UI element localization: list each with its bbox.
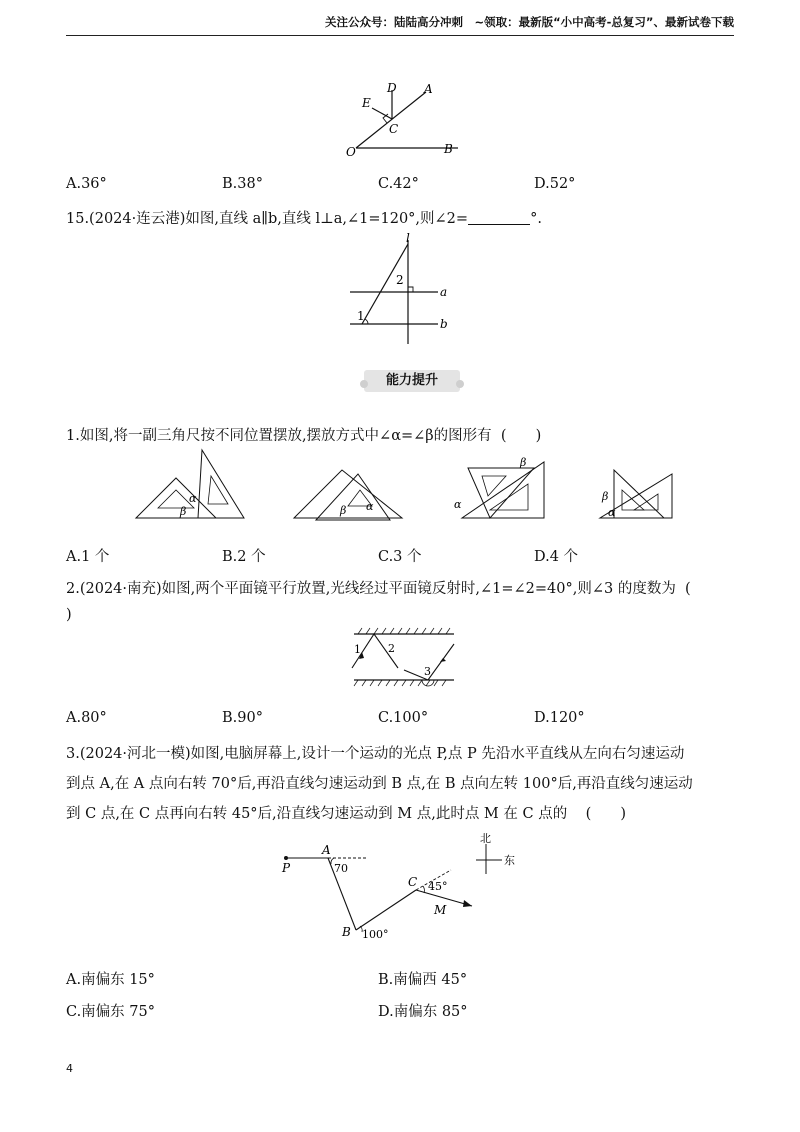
p1-figure-2 — [290, 462, 406, 524]
p1-fig3-alpha: α — [454, 498, 462, 511]
p2-question-text: 2.(2024·南充)如图,两个平面镜平行放置,光线经过平面镜反射时,∠1=∠2=40°,则∠3 的度数为 — [66, 581, 676, 597]
q15-label-1: 1 — [357, 309, 365, 323]
p1-fig1-beta: β — [180, 505, 187, 518]
p1-option-d: D.4 个 — [534, 549, 579, 565]
q15-label-a: a — [440, 285, 448, 299]
p1-question — [66, 424, 541, 445]
p2-label-1: 1 — [354, 643, 361, 656]
p2-figure — [344, 626, 464, 690]
p2-question — [66, 577, 691, 598]
p3-label-A: A — [322, 843, 331, 857]
p2-bracket-close: ) — [66, 607, 72, 623]
section-title: 能力提升 — [364, 370, 460, 392]
q15-label-b: b — [440, 317, 448, 331]
q15-figure — [340, 232, 460, 347]
q15-answer-blank — [468, 210, 530, 225]
p1-fig4-alpha: α — [608, 506, 616, 519]
q14-label-O: O — [346, 145, 356, 159]
q14-option-d: D.52° — [534, 176, 576, 192]
q15-text-after: °. — [530, 211, 542, 227]
q14-label-A: A — [424, 82, 433, 96]
q15-label-2: 2 — [396, 273, 404, 287]
q15-text-before: 15.(2024·连云港)如图,直线 a∥b,直线 l⊥a,∠1=120°,则∠2= — [66, 211, 469, 227]
q14-option-c: C.42° — [378, 176, 419, 192]
q14-label-B: B — [444, 142, 453, 156]
p1-option-a: A.1 个 — [66, 549, 110, 565]
p1-option-c: C.3 个 — [378, 549, 422, 565]
p3-bracket: ( ) — [585, 806, 626, 822]
page-number: 4 — [66, 1062, 73, 1075]
q15-label-l: l — [406, 232, 410, 245]
p1-fig1-alpha: α — [189, 492, 197, 505]
p3-label-north: 北 — [480, 832, 491, 845]
p1-option-b: B.2 个 — [222, 549, 266, 565]
q14-option-a: A.36° — [66, 176, 107, 192]
p2-bracket-open: ( — [685, 581, 691, 597]
p1-fig3-beta: β — [520, 456, 527, 469]
p3-line-2: 到点 A,在 A 点向右转 70°后,再沿直线匀速运动到 B 点,在 B 点向左转 100°后,再沿直线匀速运动 — [66, 776, 693, 792]
p3-figure — [276, 830, 536, 946]
q14-figure — [330, 78, 470, 162]
p3-option-a: A.南偏东 15° — [66, 972, 155, 988]
p3-option-b: B.南偏西 45° — [378, 972, 468, 988]
q14-label-E: E — [362, 96, 371, 110]
p1-figure-1 — [132, 446, 250, 524]
p3-label-100: 100° — [362, 928, 389, 941]
p2-option-b: B.90° — [222, 710, 263, 726]
p2-option-a: A.80° — [66, 710, 107, 726]
p2-option-c: C.100° — [378, 710, 429, 726]
p3-label-B: B — [342, 925, 351, 939]
p3-line-3-wrap — [66, 802, 626, 823]
p1-fig4-beta: β — [602, 490, 609, 503]
p3-label-70: 70 — [334, 862, 348, 875]
p3-label-C: C — [408, 875, 418, 889]
q14-option-b: B.38° — [222, 176, 263, 192]
p3-option-d: D.南偏东 85° — [378, 1004, 468, 1020]
p1-figure-4 — [594, 464, 678, 524]
p3-label-P: P — [282, 861, 291, 875]
p2-label-3: 3 — [424, 665, 431, 678]
page-header: 关注公众号：陆陆高分冲刺 ~领取：最新版“小中高考-总复习”、最新试卷下载 — [66, 14, 734, 36]
p3-label-45: 45° — [428, 880, 448, 893]
q14-label-D: D — [387, 81, 397, 95]
p3-option-c: C.南偏东 75° — [66, 1004, 155, 1020]
p3-label-east: 东 — [504, 854, 515, 867]
q14-label-C: C — [389, 122, 399, 136]
p1-question-text: 1.如图,将一副三角尺按不同位置摆放,摆放方式中∠α=∠β的图形有 — [66, 428, 492, 444]
p1-figure-3 — [450, 454, 550, 524]
p1-fig2-alpha: α — [366, 500, 374, 513]
p3-label-M: M — [434, 903, 447, 917]
p1-fig2-beta: β — [340, 504, 347, 517]
q15-question — [66, 207, 542, 228]
p2-option-d: D.120° — [534, 710, 585, 726]
p1-bracket: ( ) — [500, 428, 542, 444]
p3-line-1: 3.(2024·河北一模)如图,电脑屏幕上,设计一个运动的光点 P,点 P 先沿水平直线从左向右匀速运动 — [66, 746, 685, 762]
p2-label-2: 2 — [388, 642, 395, 655]
p3-line-3: 到 C 点,在 C 点再向右转 45°后,沿直线匀速运动到 M 点,此时点 M 在 C 点的 — [66, 806, 568, 822]
